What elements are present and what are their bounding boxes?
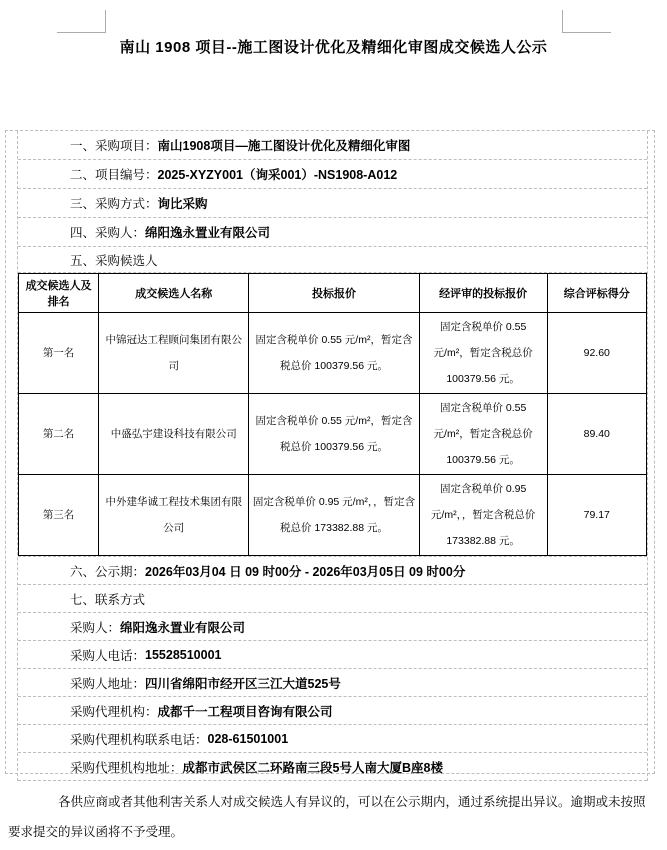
section-label: 三、采购方式： — [70, 197, 158, 211]
section-value: 028-61501001 — [207, 731, 289, 746]
cell-evaluated-bid-price: 固定含税单价 0.55 元/m²，暂定含税总价 100379.56 元。 — [419, 313, 547, 394]
header-candidate-name: 成交候选人名称 — [99, 274, 249, 313]
candidates-table-wrap — [18, 273, 647, 557]
section-purchaser-name — [18, 613, 647, 641]
section-value: 绵阳逸永置业有限公司 — [120, 620, 246, 635]
section-label: 采购代理机构： — [70, 704, 158, 719]
cell-candidate-name: 中外建华诚工程技术集团有限公司 — [99, 475, 249, 556]
section-label: 采购人地址： — [70, 676, 146, 691]
cell-score: 89.40 — [547, 394, 646, 475]
cell-rank: 第三名 — [19, 475, 99, 556]
cell-candidate-name: 中锦冠达工程顾问集团有限公司 — [99, 313, 249, 394]
announcement-table — [5, 130, 655, 839]
section-value: 成都千一工程项目咨询有限公司 — [157, 704, 333, 719]
header-rank: 成交候选人及排名 — [19, 274, 99, 313]
section-procurement-method — [18, 189, 647, 218]
table-row — [19, 475, 647, 556]
cell-candidate-name: 中盛弘宇建设科技有限公司 — [99, 394, 249, 475]
section-project-number — [18, 160, 647, 189]
section-contact-heading — [18, 585, 647, 613]
cell-score: 92.60 — [547, 313, 646, 394]
table-header-row — [19, 274, 647, 313]
section-agency-name — [18, 697, 647, 725]
section-label: 采购人电话： — [70, 648, 146, 663]
section-publicity-period — [18, 557, 647, 585]
section-value: 四川省绵阳市经开区三江大道525号 — [145, 676, 341, 691]
section-value: 绵阳逸永置业有限公司 — [145, 226, 271, 240]
cell-rank: 第一名 — [19, 313, 99, 394]
cell-bid-price: 固定含税单价 0.55 元/m²，暂定含税总价 100379.56 元。 — [249, 313, 419, 394]
section-value: 2026年03月04 日 09 时00分 - 2026年03月05日 09 时00分 — [145, 564, 466, 579]
cell-bid-price: 固定含税单价 0.95 元/m²，，暂定含税总价 173382.88 元。 — [249, 475, 419, 556]
header-evaluated-bid-price: 经评审的投标报价 — [419, 274, 547, 313]
header-score: 综合评标得分 — [547, 274, 646, 313]
section-purchaser — [18, 218, 647, 247]
page-margin-mark-left — [57, 10, 106, 33]
section-value: 成都市武侯区二环路南三段5号人南大厦B座8楼 — [182, 760, 443, 775]
section-purchaser-address — [18, 669, 647, 697]
section-purchaser-phone — [18, 641, 647, 669]
section-label: 一、采购项目： — [70, 139, 158, 153]
cell-evaluated-bid-price: 固定含税单价 0.55 元/m²，暂定含税总价 100379.56 元。 — [419, 394, 547, 475]
section-label: 七、联系方式 — [70, 592, 146, 607]
section-procurement-project — [18, 131, 647, 160]
section-label: 六、公示期： — [70, 564, 146, 579]
candidates-table — [18, 273, 647, 556]
section-value: 南山1908项目—施工图设计优化及精细化审图 — [157, 139, 411, 153]
section-label: 五、采购候选人 — [70, 253, 158, 268]
objection-notice: 各供应商或者其他利害关系人对成交候选人有异议的，可以在公示期内，通过系统提出异议。逾期或未按照要求提交的异议函将不予受理。 — [8, 795, 646, 839]
cell-score: 79.17 — [547, 475, 646, 556]
table-row — [19, 394, 647, 475]
section-value: 询比采购 — [157, 197, 208, 211]
section-value: 15528510001 — [145, 647, 222, 662]
section-label: 采购代理机构联系电话： — [70, 732, 208, 747]
section-candidates-heading — [18, 247, 647, 273]
page-title: 南山 1908 项目--施工图设计优化及精细化审图成交候选人公示 — [119, 39, 548, 56]
section-label: 采购人： — [70, 620, 121, 635]
section-rows — [17, 131, 648, 781]
table-row — [19, 313, 647, 394]
cell-rank: 第二名 — [19, 394, 99, 475]
cell-bid-price: 固定含税单价 0.55 元/m²，暂定含税总价 100379.56 元。 — [249, 394, 419, 475]
header-bid-price: 投标报价 — [249, 274, 419, 313]
page-margin-mark-right — [562, 10, 611, 33]
section-label: 四、采购人： — [70, 226, 146, 240]
section-label: 二、项目编号： — [70, 168, 158, 182]
section-value: 2025-XYZY001（询采001）-NS1908-A012 — [157, 168, 398, 182]
section-agency-phone — [18, 725, 647, 753]
section-label: 采购代理机构地址： — [70, 760, 183, 775]
cell-evaluated-bid-price: 固定含税单价 0.95 元/m²，，暂定含税总价 173382.88 元。 — [419, 475, 547, 556]
